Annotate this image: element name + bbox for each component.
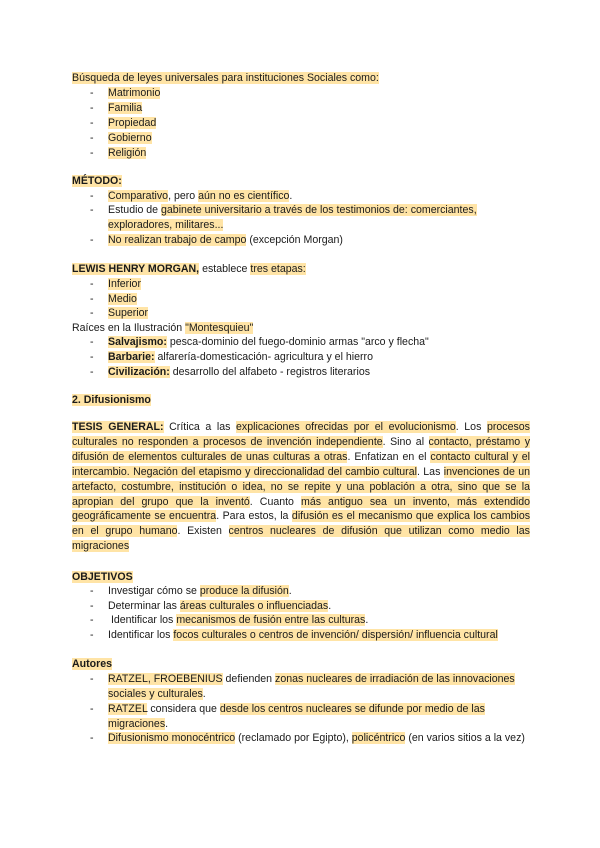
- list-item: - Propiedad: [90, 117, 157, 129]
- intro-line: Búsqueda de leyes universales para instituciones Sociales como:: [72, 72, 379, 84]
- list-item: - RATZEL considera que desde los centros nucleares se difunde por medio de las migraciones.: [90, 703, 485, 730]
- autores-heading: Autores: [72, 658, 113, 670]
- list-item: - Superior: [90, 307, 149, 319]
- list-item: - Inferior: [90, 278, 141, 290]
- section-heading: 2. Difusionismo: [72, 394, 151, 406]
- list-item: - Investigar cómo se produce la difusión.: [90, 585, 292, 597]
- list-item: - Civilización: desarrollo del alfabeto - registros literarios: [90, 366, 371, 378]
- list-item: - Gobierno: [90, 132, 152, 144]
- tesis-paragraph: TESIS GENERAL: Crítica a las explicaciones ofrecidas por el evolucionismo. Los procesos culturales no responden a procesos de invención independiente. Sino al contacto, préstamo y difusión de elementos culturales de unas culturas a otras. Enfatizan en el contacto cultural y el intercambio. Negación del etapismo y direccionalidad del cambio cultural. Las invenciones de un artefacto, costumbre, institución o idea, no se repite y una población a otra, sino que se la apropian del grupo que la inventó. Cuanto más antiguo sea un invento, más extendido geográficamente se encuentra. Para estos, la difusión es el mecanismo que explica los cambios en el grupo humano. Existen centros nucleares de difusión que utilizan como medio las migraciones: [72, 421, 531, 553]
- list-item: - Religión: [90, 147, 147, 159]
- list-item: - Salvajismo: pesca-dominio del fuego-dominio armas "arco y flecha": [90, 336, 429, 348]
- list-item: - No realizan trabajo de campo (excepción Morgan): [90, 234, 343, 246]
- roots-line: Raíces en la Ilustración "Montesquieu": [72, 322, 254, 334]
- list-item: - Barbarie: alfarería-domesticación- agricultura y el hierro: [90, 351, 373, 363]
- list-item: - Familia: [90, 102, 143, 114]
- list-item: - Medio: [90, 293, 137, 305]
- list-item: - Comparativo, pero aún no es científico.: [90, 190, 293, 202]
- metodo-heading: MÉTODO:: [72, 175, 122, 187]
- list-item: - Determinar las áreas culturales o influenciadas.: [90, 600, 332, 612]
- list-item: - Identificar los mecanismos de fusión entre las culturas.: [90, 614, 369, 626]
- list-item: - Difusionismo monocéntrico (reclamado por Egipto), policéntrico (en varios sitios a la vez): [90, 732, 525, 744]
- morgan-line: LEWIS HENRY MORGAN, establece tres etapas:: [72, 263, 306, 275]
- list-item: - Estudio de gabinete universitario a través de los testimonios de: comerciantes, exploradores, militares...: [90, 204, 477, 231]
- list-item: - Identificar los focos culturales o centros de invención/ dispersión/ influencia cultural: [90, 629, 498, 641]
- list-item: - Matrimonio: [90, 87, 161, 99]
- list-item: - RATZEL, FROEBENIUS defienden zonas nucleares de irradiación de las innovaciones sociales y culturales.: [90, 673, 515, 700]
- objetivos-heading: OBJETIVOS: [72, 571, 133, 583]
